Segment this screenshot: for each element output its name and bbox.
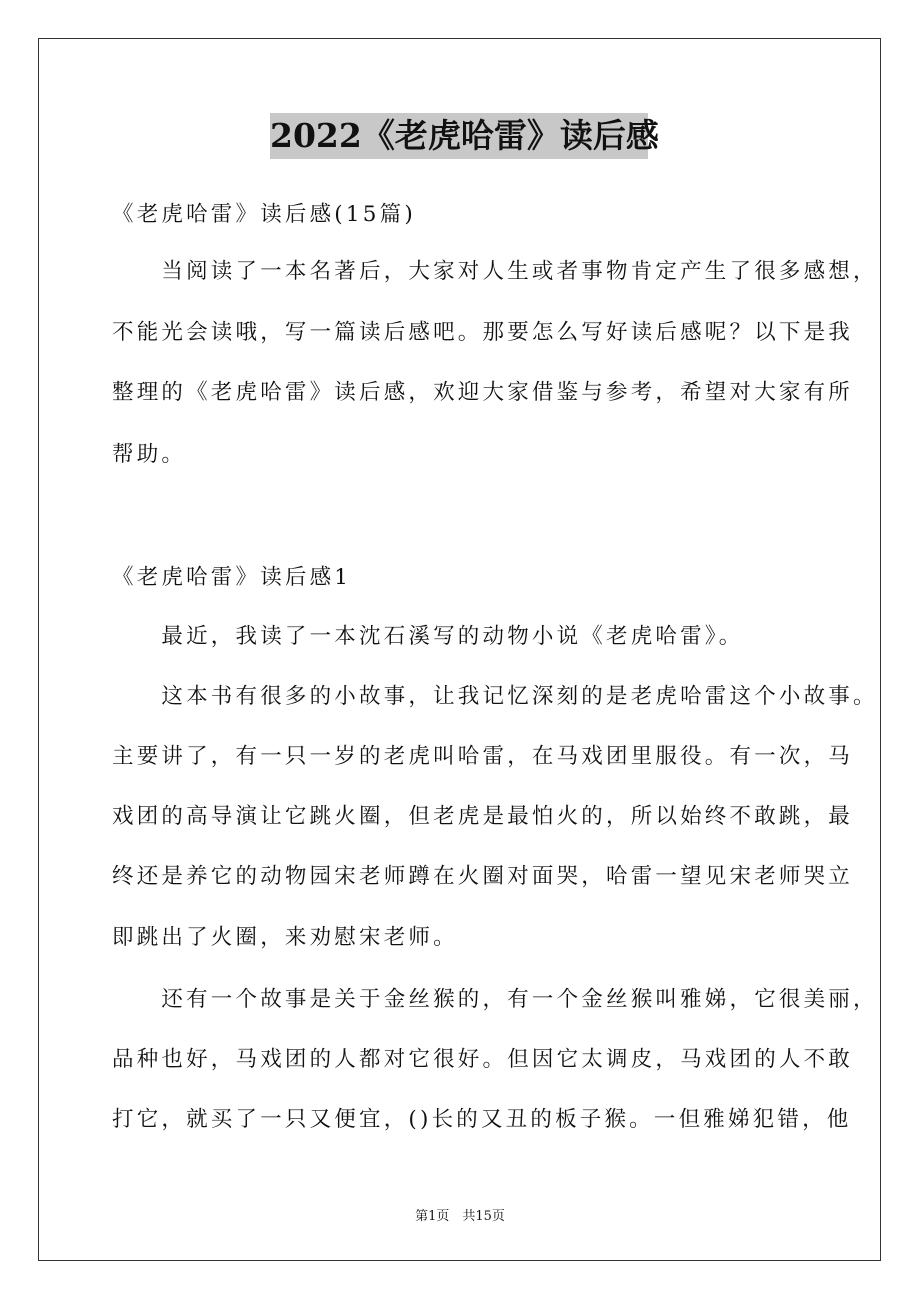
intro-line: 帮助。 [112, 442, 187, 467]
document-title: 2022《老虎哈雷》读后感 [270, 113, 648, 159]
body-line: 品种也好，马戏团的人都对它很好。但因它太调皮，马戏团的人不敢 [112, 1047, 854, 1072]
page-footer: 第1页 共15页 [415, 1209, 505, 1224]
section-heading: 《老虎哈雷》读后感1 [112, 565, 352, 590]
body-line: 主要讲了，有一只一岁的老虎叫哈雷，在马戏团里服役。有一次，马 [112, 744, 854, 769]
body-line: 这本书有很多的小故事，让我记忆深刻的是老虎哈雷这个小故事。 [112, 684, 878, 709]
intro-line: 当阅读了一本名著后，大家对人生或者事物肯定产生了很多感想， [112, 259, 878, 284]
intro-line: 不能光会读哦，写一篇读后感吧。那要怎么写好读后感呢？以下是我 [112, 320, 854, 345]
subtitle: 《老虎哈雷》读后感(15篇) [112, 202, 416, 227]
body-line: 即跳出了火圈，来劝慰宋老师。 [112, 925, 458, 950]
body-line: 最近，我读了一本沈石溪写的动物小说《老虎哈雷》。 [112, 624, 744, 649]
body-line: 打它，就买了一只又便宜，()长的又丑的板子猴。一但雅娣犯错，他 [112, 1107, 852, 1132]
body-line: 戏团的高导演让它跳火圈，但老虎是最怕火的，所以始终不敢跳，最 [112, 804, 854, 829]
body-line: 还有一个故事是关于金丝猴的，有一个金丝猴叫雅娣，它很美丽， [112, 987, 878, 1012]
intro-line: 整理的《老虎哈雷》读后感，欢迎大家借鉴与参考，希望对大家有所 [112, 380, 854, 405]
body-line: 终还是养它的动物园宋老师蹲在火圈对面哭，哈雷一望见宋老师哭立 [112, 864, 854, 889]
